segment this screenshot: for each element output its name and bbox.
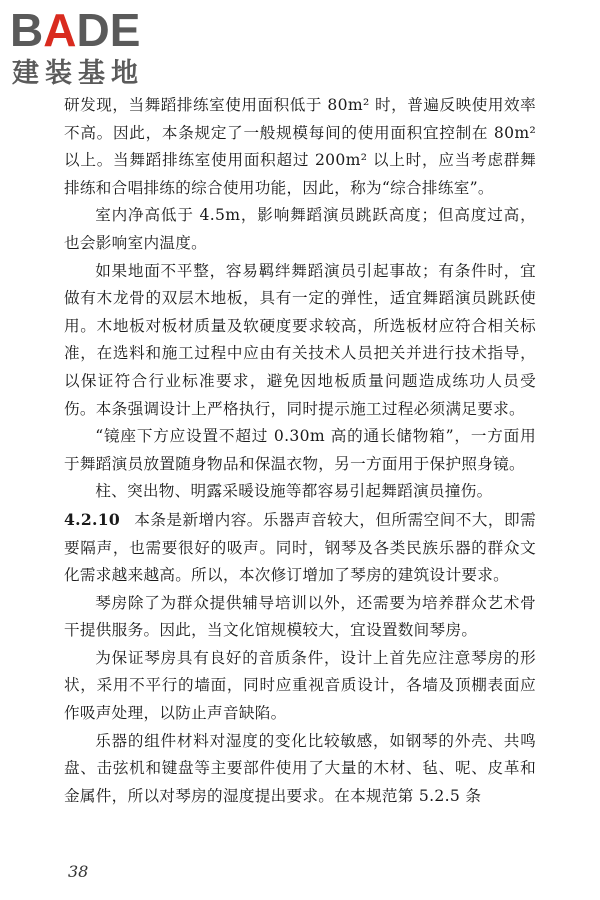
clause-paragraph <box>64 506 536 590</box>
paragraph-piano-rooms: 琴房除了为群众提供辅导培训以外，还需要为培养群众艺术骨干提供服务。因此，当文化馆规模较大，宜设置数间琴房。 <box>64 593 536 640</box>
document-body <box>64 92 536 810</box>
paragraph-floor: 如果地面不平整，容易羁绊舞蹈演员引起事故；有条件时，宜做有木龙骨的双层木地板，具有一定的弹性，适宜舞蹈演员跳跃使用。木地板对板材质量及软硬度要求较高，所选板材应符合相关标准，在选料和施工过程中应由有关技术人员把关并进行技术指导，以保证符合行业标准要求，避免因地板质量问题造成练功人员受伤。本条强调设计上严格执行，同时提示施工过程必须满足要求。 <box>64 261 536 418</box>
page-number: 38 <box>68 862 89 881</box>
paragraph-humidity: 乐器的组件材料对湿度的变化比较敏感，如钢琴的外壳、共鸣盘、击弦机和键盘等主要部件使用了大量的木材、毡、呢、皮革和金属件，所以对琴房的湿度提出要求。在本规范第 5.2.5 条 <box>64 731 536 805</box>
paragraph-acoustics: 为保证琴房具有良好的音质条件，设计上首先应注意琴房的形状，采用不平行的墙面，同时应重视音质设计，各墙及顶棚表面应作吸声处理，以防止声音缺陷。 <box>64 648 536 723</box>
logo-subtitle: 建装基地 <box>12 58 144 89</box>
paragraph-columns: 柱、突出物、明露采暖设施等都容易引起舞蹈演员撞伤。 <box>95 482 493 501</box>
paragraph-mirror-storage: “镜座下方应设置不超过 0.30m 高的通长储物箱”，一方面用于舞蹈演员放置随身物品和保温衣物，另一方面用于保护照身镜。 <box>64 427 536 473</box>
clause-number: 4.2.10 <box>64 509 121 529</box>
paragraph-ceiling-height: 室内净高低于 4.5m，影响舞蹈演员跳跃高度；但高度过高，也会影响室内温度。 <box>64 206 536 252</box>
clause-text: 本条是新增内容。乐器声音较大，但所需空间不大，即需要隔声，也需要很好的吸声。同时，钢琴及各类民族乐器的群众文化需求越来越高。所以，本次修订增加了琴房的建筑设计要求。 <box>64 510 536 585</box>
brand-logo <box>10 6 180 94</box>
paragraph-continuation: 研发现，当舞蹈排练室使用面积低于 80m² 时，普遍反映使用效率不高。因此，本条规定了一般规模每间的使用面积宜控制在 80m² 以上。当舞蹈排练室使用面积超过 200m² 以上时，应当考虑群舞排练和合唱排练的综合使用功能，因此，称为“综合排练室”。 <box>64 96 536 197</box>
logo-accent-letter: A <box>43 4 77 56</box>
logo-wordmark: BADE <box>10 4 141 56</box>
